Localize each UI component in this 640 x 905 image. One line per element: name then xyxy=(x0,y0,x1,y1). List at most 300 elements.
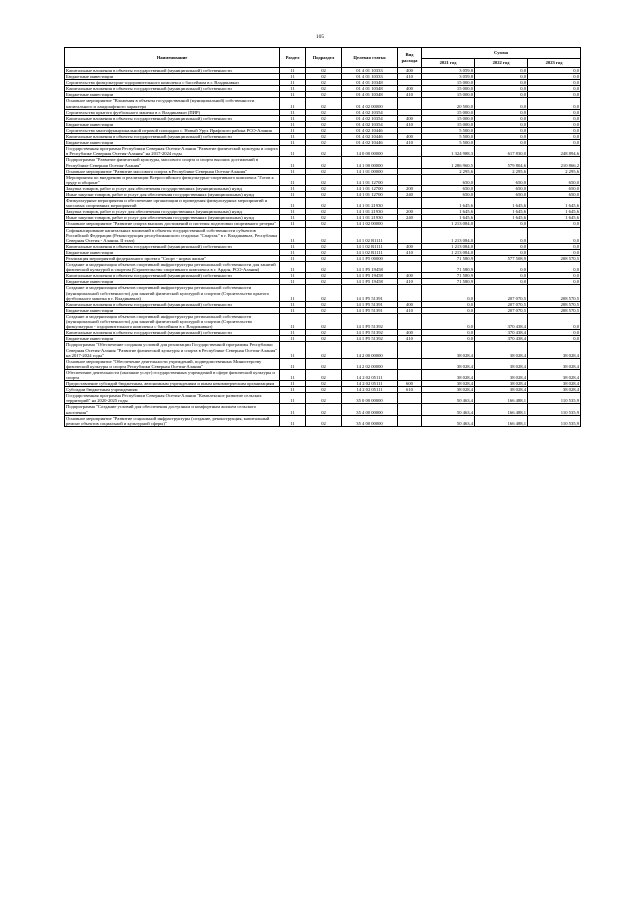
cell-target: 14 2 02 05111 xyxy=(342,387,398,393)
cell-subsection: 02 xyxy=(306,98,342,109)
table-row xyxy=(65,415,581,426)
header-sum: Сумма xyxy=(422,48,581,59)
cell-exptype: 400 xyxy=(398,115,422,121)
cell-name: Субсидии бюджетным учреждениям xyxy=(65,387,280,393)
cell-name: Создание и модернизация объектов спортивной инфраструктуры региональной собственности для занятий физической культурой и спортом (Строительство спортивного комплекса в г. Ардон, РСО-Алания) xyxy=(65,262,280,273)
cell-2023: 0,0 xyxy=(528,227,581,243)
cell-2021: 15 000,0 xyxy=(422,121,475,127)
cell-2022: 2 295,6 xyxy=(475,168,528,174)
cell-subsection: 02 xyxy=(306,381,342,387)
cell-2022: 38 028,4 xyxy=(475,369,528,380)
cell-target: 14 2 02 05111 xyxy=(342,381,398,387)
cell-exptype: 600 xyxy=(398,381,422,387)
cell-subsection: 02 xyxy=(306,134,342,140)
cell-2022: 0,0 xyxy=(475,227,528,243)
cell-exptype: 410 xyxy=(398,92,422,98)
cell-section: 11 xyxy=(280,256,306,262)
cell-exptype xyxy=(398,174,422,185)
cell-name: Предоставление субсидий бюджетным, автономным учреждениям и иным некоммерческим организациям xyxy=(65,381,280,387)
cell-2022: 370 438,4 xyxy=(475,330,528,336)
cell-section: 11 xyxy=(280,336,306,342)
cell-exptype: 240 xyxy=(398,191,422,197)
cell-subsection: 02 xyxy=(306,358,342,369)
cell-2023: 0,0 xyxy=(528,273,581,279)
cell-target: 14 1 P5 00000 xyxy=(342,256,398,262)
cell-2023: 208 570,5 xyxy=(528,307,581,313)
cell-target: 35 4 00 00000 xyxy=(342,415,398,426)
header-name: Наименование xyxy=(65,48,280,68)
cell-name: Бюджетные инвестиции xyxy=(65,249,280,255)
cell-name: Бюджетные инвестиции xyxy=(65,74,280,80)
cell-target: 35 4 00 00000 xyxy=(342,404,398,415)
cell-2022: 0,0 xyxy=(475,262,528,273)
cell-target: 14 1 01 12700 xyxy=(342,174,398,185)
cell-2023: 208 570,5 xyxy=(528,301,581,307)
cell-2022: 0,0 xyxy=(475,127,528,133)
table-row xyxy=(65,146,581,157)
cell-exptype: 400 xyxy=(398,273,422,279)
cell-name: Капитальные вложения в объекты государственной (муниципальной) собственности xyxy=(65,243,280,249)
cell-section: 11 xyxy=(280,307,306,313)
cell-2022: 38 028,4 xyxy=(475,381,528,387)
cell-section: 11 xyxy=(280,279,306,285)
table-row xyxy=(65,262,581,273)
cell-2021: 0,0 xyxy=(422,330,475,336)
cell-2023: 1 645,6 xyxy=(528,198,581,209)
cell-section: 11 xyxy=(280,221,306,227)
cell-name: Закупка товаров, работ и услуг для обеспечения государственных (муниципальных) нужд xyxy=(65,209,280,215)
cell-2023: 38 028,4 xyxy=(528,387,581,393)
cell-section: 11 xyxy=(280,404,306,415)
cell-subsection: 02 xyxy=(306,227,342,243)
cell-2021: 71 580,9 xyxy=(422,262,475,273)
cell-2021: 50 463,4 xyxy=(422,415,475,426)
cell-2021: 650,0 xyxy=(422,174,475,185)
cell-exptype: 410 xyxy=(398,74,422,80)
cell-2021: 1 213 084,0 xyxy=(422,243,475,249)
cell-section: 11 xyxy=(280,140,306,146)
cell-target: 01 4 01 10348 xyxy=(342,92,398,98)
cell-exptype xyxy=(398,262,422,273)
cell-2023: 0,0 xyxy=(528,221,581,227)
cell-2021: 1 213 084,0 xyxy=(422,221,475,227)
table-row xyxy=(65,227,581,243)
cell-2021: 1 645,6 xyxy=(422,215,475,221)
cell-2023: 208 570,5 xyxy=(528,256,581,262)
cell-2023: 0,0 xyxy=(528,127,581,133)
cell-name: Капитальные вложения в объекты государственной (муниципальной) собственности xyxy=(65,330,280,336)
cell-name: Капитальные вложения в объекты государственной (муниципальной) собственности xyxy=(65,301,280,307)
cell-subsection: 02 xyxy=(306,336,342,342)
cell-target: 14 1 02 00000 xyxy=(342,221,398,227)
cell-name: Строительство физкультурно-оздоровительного комплекса с бассейном в г. Владикавказ xyxy=(65,80,280,86)
cell-2022: 0,0 xyxy=(475,273,528,279)
cell-target: 14 1 P5 19458 xyxy=(342,279,398,285)
cell-section: 11 xyxy=(280,358,306,369)
cell-target: 01 4 01 10348 xyxy=(342,86,398,92)
cell-name: Иные закупки товаров, работ и услуг для обеспечения государственных (муниципальных) нужд xyxy=(65,191,280,197)
budget-table xyxy=(64,47,581,427)
cell-2022: 0,0 xyxy=(475,249,528,255)
cell-2023: 38 028,4 xyxy=(528,381,581,387)
cell-subsection: 02 xyxy=(306,221,342,227)
cell-subsection: 02 xyxy=(306,415,342,426)
cell-2021: 1 213 084,0 xyxy=(422,227,475,243)
cell-2021: 15 000,0 xyxy=(422,80,475,86)
cell-section: 11 xyxy=(280,115,306,121)
cell-subsection: 02 xyxy=(306,387,342,393)
cell-2021: 1 213 084,0 xyxy=(422,249,475,255)
cell-name: Бюджетные инвестиции xyxy=(65,279,280,285)
header-2021: 2021 год xyxy=(422,59,475,68)
cell-2021: 15 000,0 xyxy=(422,86,475,92)
cell-subsection: 02 xyxy=(306,157,342,168)
page-number: 105 xyxy=(315,34,325,40)
cell-target: 14 1 01 00000 xyxy=(342,168,398,174)
cell-name: Бюджетные инвестиции xyxy=(65,307,280,313)
cell-name: Государственная программа Республики Северная Осетия-Алания "Комплексное развитие сельских территорий" на 2020-2025 годы xyxy=(65,393,280,404)
cell-section: 11 xyxy=(280,387,306,393)
cell-subsection: 02 xyxy=(306,273,342,279)
cell-2023: 0,0 xyxy=(528,249,581,255)
cell-2023: 110 535,9 xyxy=(528,415,581,426)
table-body xyxy=(65,68,581,427)
cell-exptype xyxy=(398,415,422,426)
cell-subsection: 02 xyxy=(306,146,342,157)
cell-section: 11 xyxy=(280,249,306,255)
cell-2022: 0,0 xyxy=(475,74,528,80)
cell-target: 01 4 02 10446 xyxy=(342,127,398,133)
cell-exptype xyxy=(398,369,422,380)
cell-2021: 71 580,9 xyxy=(422,279,475,285)
cell-2023: 210 866,2 xyxy=(528,157,581,168)
cell-target: 01 4 02 10446 xyxy=(342,134,398,140)
table-row xyxy=(65,369,581,380)
cell-2021: 3 059,8 xyxy=(422,68,475,74)
cell-target: 01 4 02 10354 xyxy=(342,121,398,127)
cell-name: Создание и модернизация объектов спортивной инфраструктуры региональной собственности (муниципальной собственности) для занятий физической культурой и спортом (Строительство крытого футбольного манежа в г. Владикавказ) xyxy=(65,285,280,301)
cell-2023: 248 894,6 xyxy=(528,146,581,157)
cell-exptype xyxy=(398,404,422,415)
cell-2023: 0,0 xyxy=(528,68,581,74)
cell-2023: 110 535,9 xyxy=(528,393,581,404)
cell-target: 14 1 02 R1111 xyxy=(342,243,398,249)
cell-2022: 38 028,4 xyxy=(475,342,528,358)
header-exptype: Вид расхода xyxy=(398,48,422,68)
cell-exptype xyxy=(398,146,422,157)
cell-section: 11 xyxy=(280,415,306,426)
cell-section: 11 xyxy=(280,227,306,243)
cell-target: 14 1 P5 51392 xyxy=(342,330,398,336)
cell-exptype xyxy=(398,342,422,358)
cell-subsection: 02 xyxy=(306,243,342,249)
cell-exptype: 200 xyxy=(398,209,422,215)
cell-subsection: 02 xyxy=(306,393,342,404)
cell-2023: 1 645,6 xyxy=(528,215,581,221)
header-section: Раздел xyxy=(280,48,306,68)
cell-2022: 1 645,6 xyxy=(475,209,528,215)
cell-2021: 20 500,0 xyxy=(422,98,475,109)
cell-2021: 38 028,4 xyxy=(422,342,475,358)
cell-2022: 0,0 xyxy=(475,80,528,86)
cell-exptype: 410 xyxy=(398,279,422,285)
cell-2022: 0,0 xyxy=(475,221,528,227)
table-row xyxy=(65,174,581,185)
cell-target: 14 1 01 12700 xyxy=(342,185,398,191)
cell-2022: 0,0 xyxy=(475,140,528,146)
cell-name: Основное мероприятие "Развитие социальной инфраструктуры (создание, реконструкция, капитальный ремонт объектов социальной и культурной сферы)" xyxy=(65,415,280,426)
cell-name: Софинансирование капитальных вложений в объекты государственной собственности субъектов Российской Федерации (Реконструкция республиканского стадиона "Спартак" в г. Владикавказ, Республика Северная Осетия - Алания. II этап) xyxy=(65,227,280,243)
cell-target: 14 1 P5 51391 xyxy=(342,307,398,313)
cell-exptype: 610 xyxy=(398,387,422,393)
cell-exptype: 400 xyxy=(398,134,422,140)
table-row xyxy=(65,404,581,415)
cell-section: 11 xyxy=(280,243,306,249)
cell-2022: 1 645,6 xyxy=(475,198,528,209)
table-row xyxy=(65,358,581,369)
cell-subsection: 02 xyxy=(306,215,342,221)
cell-exptype: 400 xyxy=(398,86,422,92)
cell-name: Основное мероприятие "Развитие массового спорта в Республике Северная Осетия-Алания" xyxy=(65,168,280,174)
cell-subsection: 02 xyxy=(306,313,342,329)
cell-exptype: 410 xyxy=(398,307,422,313)
cell-name: Физкультурные мероприятия и обеспечение организации и проведения физкультурных мероприятий и массовых спортивных мероприятий xyxy=(65,198,280,209)
cell-2022: 650,0 xyxy=(475,191,528,197)
cell-2021: 2 295,6 xyxy=(422,168,475,174)
cell-subsection: 02 xyxy=(306,279,342,285)
cell-subsection: 02 xyxy=(306,68,342,74)
cell-subsection: 02 xyxy=(306,121,342,127)
cell-2023: 0,0 xyxy=(528,134,581,140)
cell-exptype xyxy=(398,198,422,209)
cell-section: 11 xyxy=(280,285,306,301)
cell-2021: 0,0 xyxy=(422,313,475,329)
cell-exptype xyxy=(398,157,422,168)
header-subsection: Подраздел xyxy=(306,48,342,68)
cell-name: Государственная программа Республики Северная Осетия-Алания "Развитие физической культуры и спорта в Республике Северная Осетия-Алания" на 2017-2024 годы xyxy=(66,146,278,157)
cell-name: Капитальные вложения в объекты государственной (муниципальной) собственности xyxy=(65,134,280,140)
cell-subsection: 02 xyxy=(306,198,342,209)
cell-target: 35 0 00 00000 xyxy=(342,393,398,404)
cell-name: Подпрограмма "Создание условий для обеспечения доступным и комфортным жильем сельского населения" xyxy=(65,404,280,415)
cell-2021: 5 500,0 xyxy=(422,140,475,146)
cell-subsection: 02 xyxy=(306,115,342,121)
cell-2023: 38 028,4 xyxy=(528,342,581,358)
cell-section: 11 xyxy=(280,109,306,115)
cell-target: 14 2 00 00000 xyxy=(342,342,398,358)
cell-exptype: 400 xyxy=(398,330,422,336)
cell-subsection: 02 xyxy=(306,256,342,262)
cell-2023: 0,0 xyxy=(528,115,581,121)
cell-section: 11 xyxy=(280,262,306,273)
cell-2022: 370 438,4 xyxy=(475,313,528,329)
cell-target: 14 1 P5 51392 xyxy=(342,336,398,342)
cell-subsection: 02 xyxy=(306,262,342,273)
cell-2023: 650,0 xyxy=(528,191,581,197)
cell-name: Иные закупки товаров, работ и услуг для обеспечения государственных (муниципальных) нужд xyxy=(65,215,280,221)
cell-2022: 166 488,1 xyxy=(475,404,528,415)
cell-2023: 0,0 xyxy=(528,262,581,273)
cell-section: 11 xyxy=(280,185,306,191)
cell-section: 11 xyxy=(280,342,306,358)
cell-name: Бюджетные инвестиции xyxy=(65,121,280,127)
cell-exptype xyxy=(398,358,422,369)
cell-2022: 370 438,4 xyxy=(475,336,528,342)
cell-target: 14 1 P5 51391 xyxy=(342,301,398,307)
cell-2023: 2 295,6 xyxy=(528,168,581,174)
cell-exptype: 240 xyxy=(398,215,422,221)
cell-2022: 38 028,4 xyxy=(475,358,528,369)
cell-subsection: 02 xyxy=(306,92,342,98)
cell-2022: 207 070,5 xyxy=(475,301,528,307)
cell-target: 14 2 02 05111 xyxy=(342,369,398,380)
cell-section: 11 xyxy=(280,74,306,80)
cell-target: 14 1 P5 19458 xyxy=(342,273,398,279)
cell-2021: 38 028,4 xyxy=(422,358,475,369)
cell-2023: 0,0 xyxy=(528,98,581,109)
cell-2021: 0,0 xyxy=(422,336,475,342)
cell-2023: 0,0 xyxy=(528,330,581,336)
header-2022: 2022 год xyxy=(475,59,528,68)
cell-exptype xyxy=(398,227,422,243)
cell-2021: 1 324 988,3 xyxy=(422,146,475,157)
cell-name: Капитальные вложения в объекты государственной (муниципальной) собственности xyxy=(65,273,280,279)
cell-2021: 71 580,9 xyxy=(422,256,475,262)
cell-section: 11 xyxy=(280,92,306,98)
cell-target: 01 4 01 10333 xyxy=(342,74,398,80)
cell-exptype xyxy=(398,313,422,329)
cell-subsection: 02 xyxy=(306,209,342,215)
cell-2023: 650,0 xyxy=(528,185,581,191)
cell-section: 11 xyxy=(280,215,306,221)
cell-subsection: 02 xyxy=(306,330,342,336)
cell-2023: 0,0 xyxy=(528,121,581,127)
cell-2021: 1 645,6 xyxy=(422,198,475,209)
header-target: Целевая статья xyxy=(342,48,398,68)
cell-2022: 0,0 xyxy=(475,109,528,115)
cell-subsection: 02 xyxy=(306,285,342,301)
cell-target: 14 1 00 00000 xyxy=(342,157,398,168)
table-row xyxy=(65,393,581,404)
cell-section: 11 xyxy=(280,209,306,215)
cell-2021: 38 028,4 xyxy=(422,381,475,387)
cell-section: 11 xyxy=(280,146,306,157)
cell-target: 14 1 01 21930 xyxy=(342,209,398,215)
cell-name: Основное мероприятие "Обеспечение деятельности учреждений, подведомственных Министерству физической культуры и спорта Республики Северная Осетия-Алания" xyxy=(65,358,280,369)
cell-subsection: 02 xyxy=(306,86,342,92)
cell-target: 01 4 02 10446 xyxy=(342,140,398,146)
cell-target: 14 1 02 R1111 xyxy=(342,249,398,255)
cell-section: 11 xyxy=(280,313,306,329)
cell-name: Капитальные вложения в объекты государственной (муниципальной) собственности xyxy=(65,68,280,74)
cell-2023: 38 028,4 xyxy=(528,369,581,380)
cell-section: 11 xyxy=(280,68,306,74)
cell-target: 14 1 01 12700 xyxy=(342,191,398,197)
cell-exptype: 410 xyxy=(398,336,422,342)
cell-section: 11 xyxy=(280,121,306,127)
cell-name: Обеспечение деятельности (оказание услуг) государственных учреждений в сфере физической культуры и спорта xyxy=(65,369,280,380)
cell-target: 01 4 01 10333 xyxy=(342,68,398,74)
cell-2022: 166 488,1 xyxy=(475,393,528,404)
cell-2021: 650,0 xyxy=(422,185,475,191)
cell-name: Основное мероприятие "Вложения в объекты государственной (муниципальной) собственности капитального и ландшафтного характера xyxy=(65,98,280,109)
cell-target: 14 1 P5 51392 xyxy=(342,313,398,329)
table-row xyxy=(65,313,581,329)
cell-2021: 5 500,0 xyxy=(422,127,475,133)
cell-2022: 0,0 xyxy=(475,115,528,121)
cell-exptype: 400 xyxy=(398,68,422,74)
cell-target: 14 0 00 00000 xyxy=(342,146,398,157)
cell-section: 11 xyxy=(280,168,306,174)
cell-section: 11 xyxy=(280,157,306,168)
cell-section: 11 xyxy=(280,98,306,109)
table-row xyxy=(65,342,581,358)
cell-2021: 1 286 960,5 xyxy=(422,157,475,168)
cell-2023: 38 028,4 xyxy=(528,358,581,369)
cell-name: Бюджетные инвестиции xyxy=(65,92,280,98)
cell-2023: 208 570,5 xyxy=(528,285,581,301)
table-row xyxy=(65,198,581,209)
cell-target: 01 4 01 10348 xyxy=(342,80,398,86)
cell-2022: 577 508,9 xyxy=(475,256,528,262)
cell-section: 11 xyxy=(280,191,306,197)
cell-2021: 15 000,0 xyxy=(422,109,475,115)
cell-target: 14 1 01 21930 xyxy=(342,198,398,209)
cell-2022: 0,0 xyxy=(475,121,528,127)
cell-target: 14 2 02 00000 xyxy=(342,358,398,369)
cell-2023: 0,0 xyxy=(528,74,581,80)
cell-name: Подпрограмма "Обеспечение создания условий для реализации Государственной программы Республики Северная Осетия-Алания "Развитие физической культуры и спорта в Республике Северная Осетия-Алания" на 2017-2024 годы" xyxy=(65,342,280,358)
cell-2021: 5 500,0 xyxy=(422,134,475,140)
cell-2022: 0,0 xyxy=(475,68,528,74)
cell-2023: 1 645,6 xyxy=(528,209,581,215)
cell-target: 01 4 02 10354 xyxy=(342,109,398,115)
cell-2022: 617 830,0 xyxy=(475,146,528,157)
cell-2023: 0,0 xyxy=(528,86,581,92)
cell-subsection: 02 xyxy=(306,174,342,185)
cell-subsection: 02 xyxy=(306,127,342,133)
cell-subsection: 02 xyxy=(306,342,342,358)
cell-section: 11 xyxy=(280,381,306,387)
cell-section: 11 xyxy=(280,127,306,133)
cell-2022: 0,0 xyxy=(475,98,528,109)
cell-subsection: 02 xyxy=(306,301,342,307)
table-row xyxy=(65,98,581,109)
cell-name: Реализация мероприятий федерального проекта "Спорт - норма жизни" xyxy=(65,256,280,262)
cell-2022: 207 070,5 xyxy=(475,285,528,301)
cell-section: 11 xyxy=(280,134,306,140)
cell-name: Бюджетные инвестиции xyxy=(65,336,280,342)
cell-2021: 3 059,8 xyxy=(422,74,475,80)
cell-section: 11 xyxy=(280,86,306,92)
cell-exptype: 410 xyxy=(398,249,422,255)
cell-2021: 50 463,4 xyxy=(422,404,475,415)
cell-section: 11 xyxy=(280,369,306,380)
cell-section: 11 xyxy=(280,273,306,279)
cell-section: 11 xyxy=(280,198,306,209)
cell-2023: 0,0 xyxy=(528,313,581,329)
cell-2022: 650,0 xyxy=(475,174,528,185)
cell-2021: 38 028,4 xyxy=(422,369,475,380)
cell-2021: 650,0 xyxy=(422,191,475,197)
cell-2023: 0,0 xyxy=(528,92,581,98)
cell-section: 11 xyxy=(280,393,306,404)
cell-section: 11 xyxy=(280,80,306,86)
cell-exptype: 200 xyxy=(398,185,422,191)
cell-subsection: 02 xyxy=(306,140,342,146)
cell-subsection: 02 xyxy=(306,404,342,415)
cell-target: 01 4 02 10354 xyxy=(342,115,398,121)
